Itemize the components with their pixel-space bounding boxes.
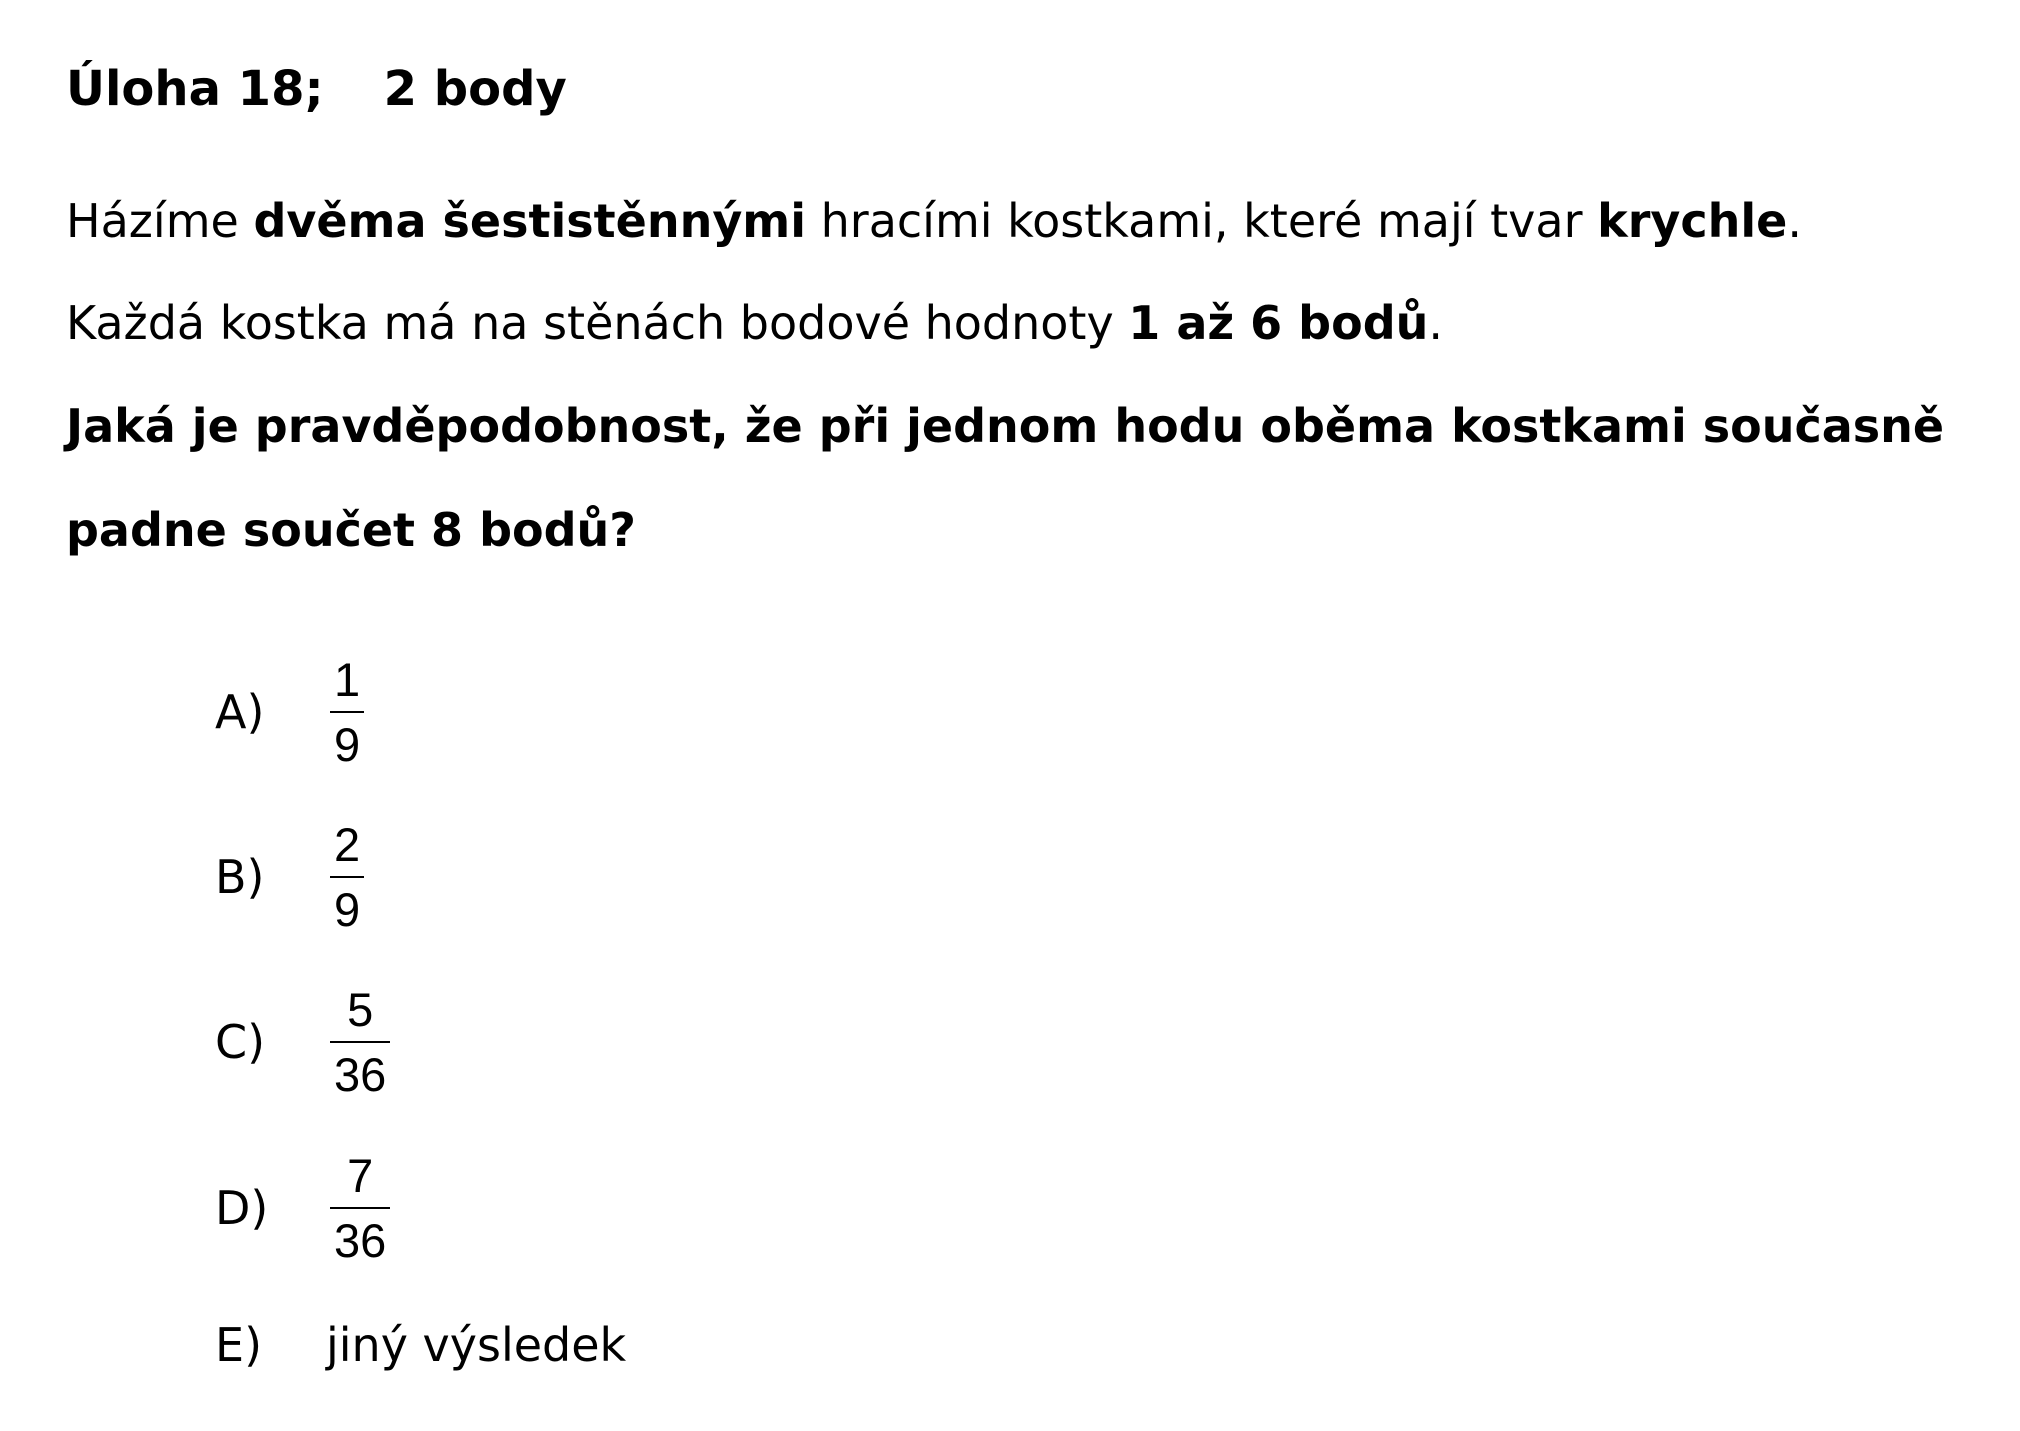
option-c[interactable] xyxy=(215,982,390,1102)
option-a-numerator: 1 xyxy=(334,653,361,706)
question-line-2-part-2: . xyxy=(1428,296,1443,350)
question-line-1-part-1: Házíme xyxy=(66,194,254,248)
option-d-fraction xyxy=(330,1149,390,1267)
option-d-label: D) xyxy=(215,1181,269,1235)
option-d-numerator: 7 xyxy=(347,1149,374,1202)
question-line-1-bold-2: krychle xyxy=(1597,194,1788,248)
option-c-fraction xyxy=(330,983,390,1101)
option-b-label: B) xyxy=(215,850,265,904)
option-b[interactable] xyxy=(215,817,364,937)
option-b-numerator: 2 xyxy=(334,818,361,871)
task-points: 2 body xyxy=(383,61,567,117)
question-line-2-part-1: Každá kostka má na stěnách bodové hodnoty xyxy=(66,296,1129,350)
option-e-label: E) xyxy=(215,1318,263,1372)
option-c-denominator: 36 xyxy=(330,1041,390,1098)
question-line-2 xyxy=(66,296,1443,350)
question-line-3: Jaká je pravděpodobnost, že při jednom hodu oběma kostkami současně xyxy=(66,399,1945,453)
question-line-1-part-2: hracími kostkami, které mají tvar xyxy=(806,194,1598,248)
task-heading xyxy=(66,61,567,117)
question-line-2-bold-1: 1 až 6 bodů xyxy=(1128,296,1429,350)
question-line-1-part-3: . xyxy=(1787,194,1802,248)
question-line-4: padne součet 8 bodů? xyxy=(66,503,636,557)
option-e-text: jiný výsledek xyxy=(326,1318,627,1372)
option-c-label: C) xyxy=(215,1015,266,1069)
option-d[interactable] xyxy=(215,1148,390,1268)
option-a-denominator: 9 xyxy=(330,711,364,768)
option-a-fraction xyxy=(330,653,364,771)
option-c-numerator: 5 xyxy=(347,983,374,1036)
question-line-1 xyxy=(66,194,1802,248)
option-e[interactable] xyxy=(215,1285,626,1405)
task-number: Úloha 18; xyxy=(66,61,324,117)
option-b-fraction xyxy=(330,818,364,936)
option-a[interactable] xyxy=(215,652,364,772)
option-d-denominator: 36 xyxy=(330,1207,390,1264)
option-a-label: A) xyxy=(215,685,265,739)
question-line-1-bold-1: dvěma šestistěnnými xyxy=(253,194,806,248)
option-b-denominator: 9 xyxy=(330,876,364,933)
